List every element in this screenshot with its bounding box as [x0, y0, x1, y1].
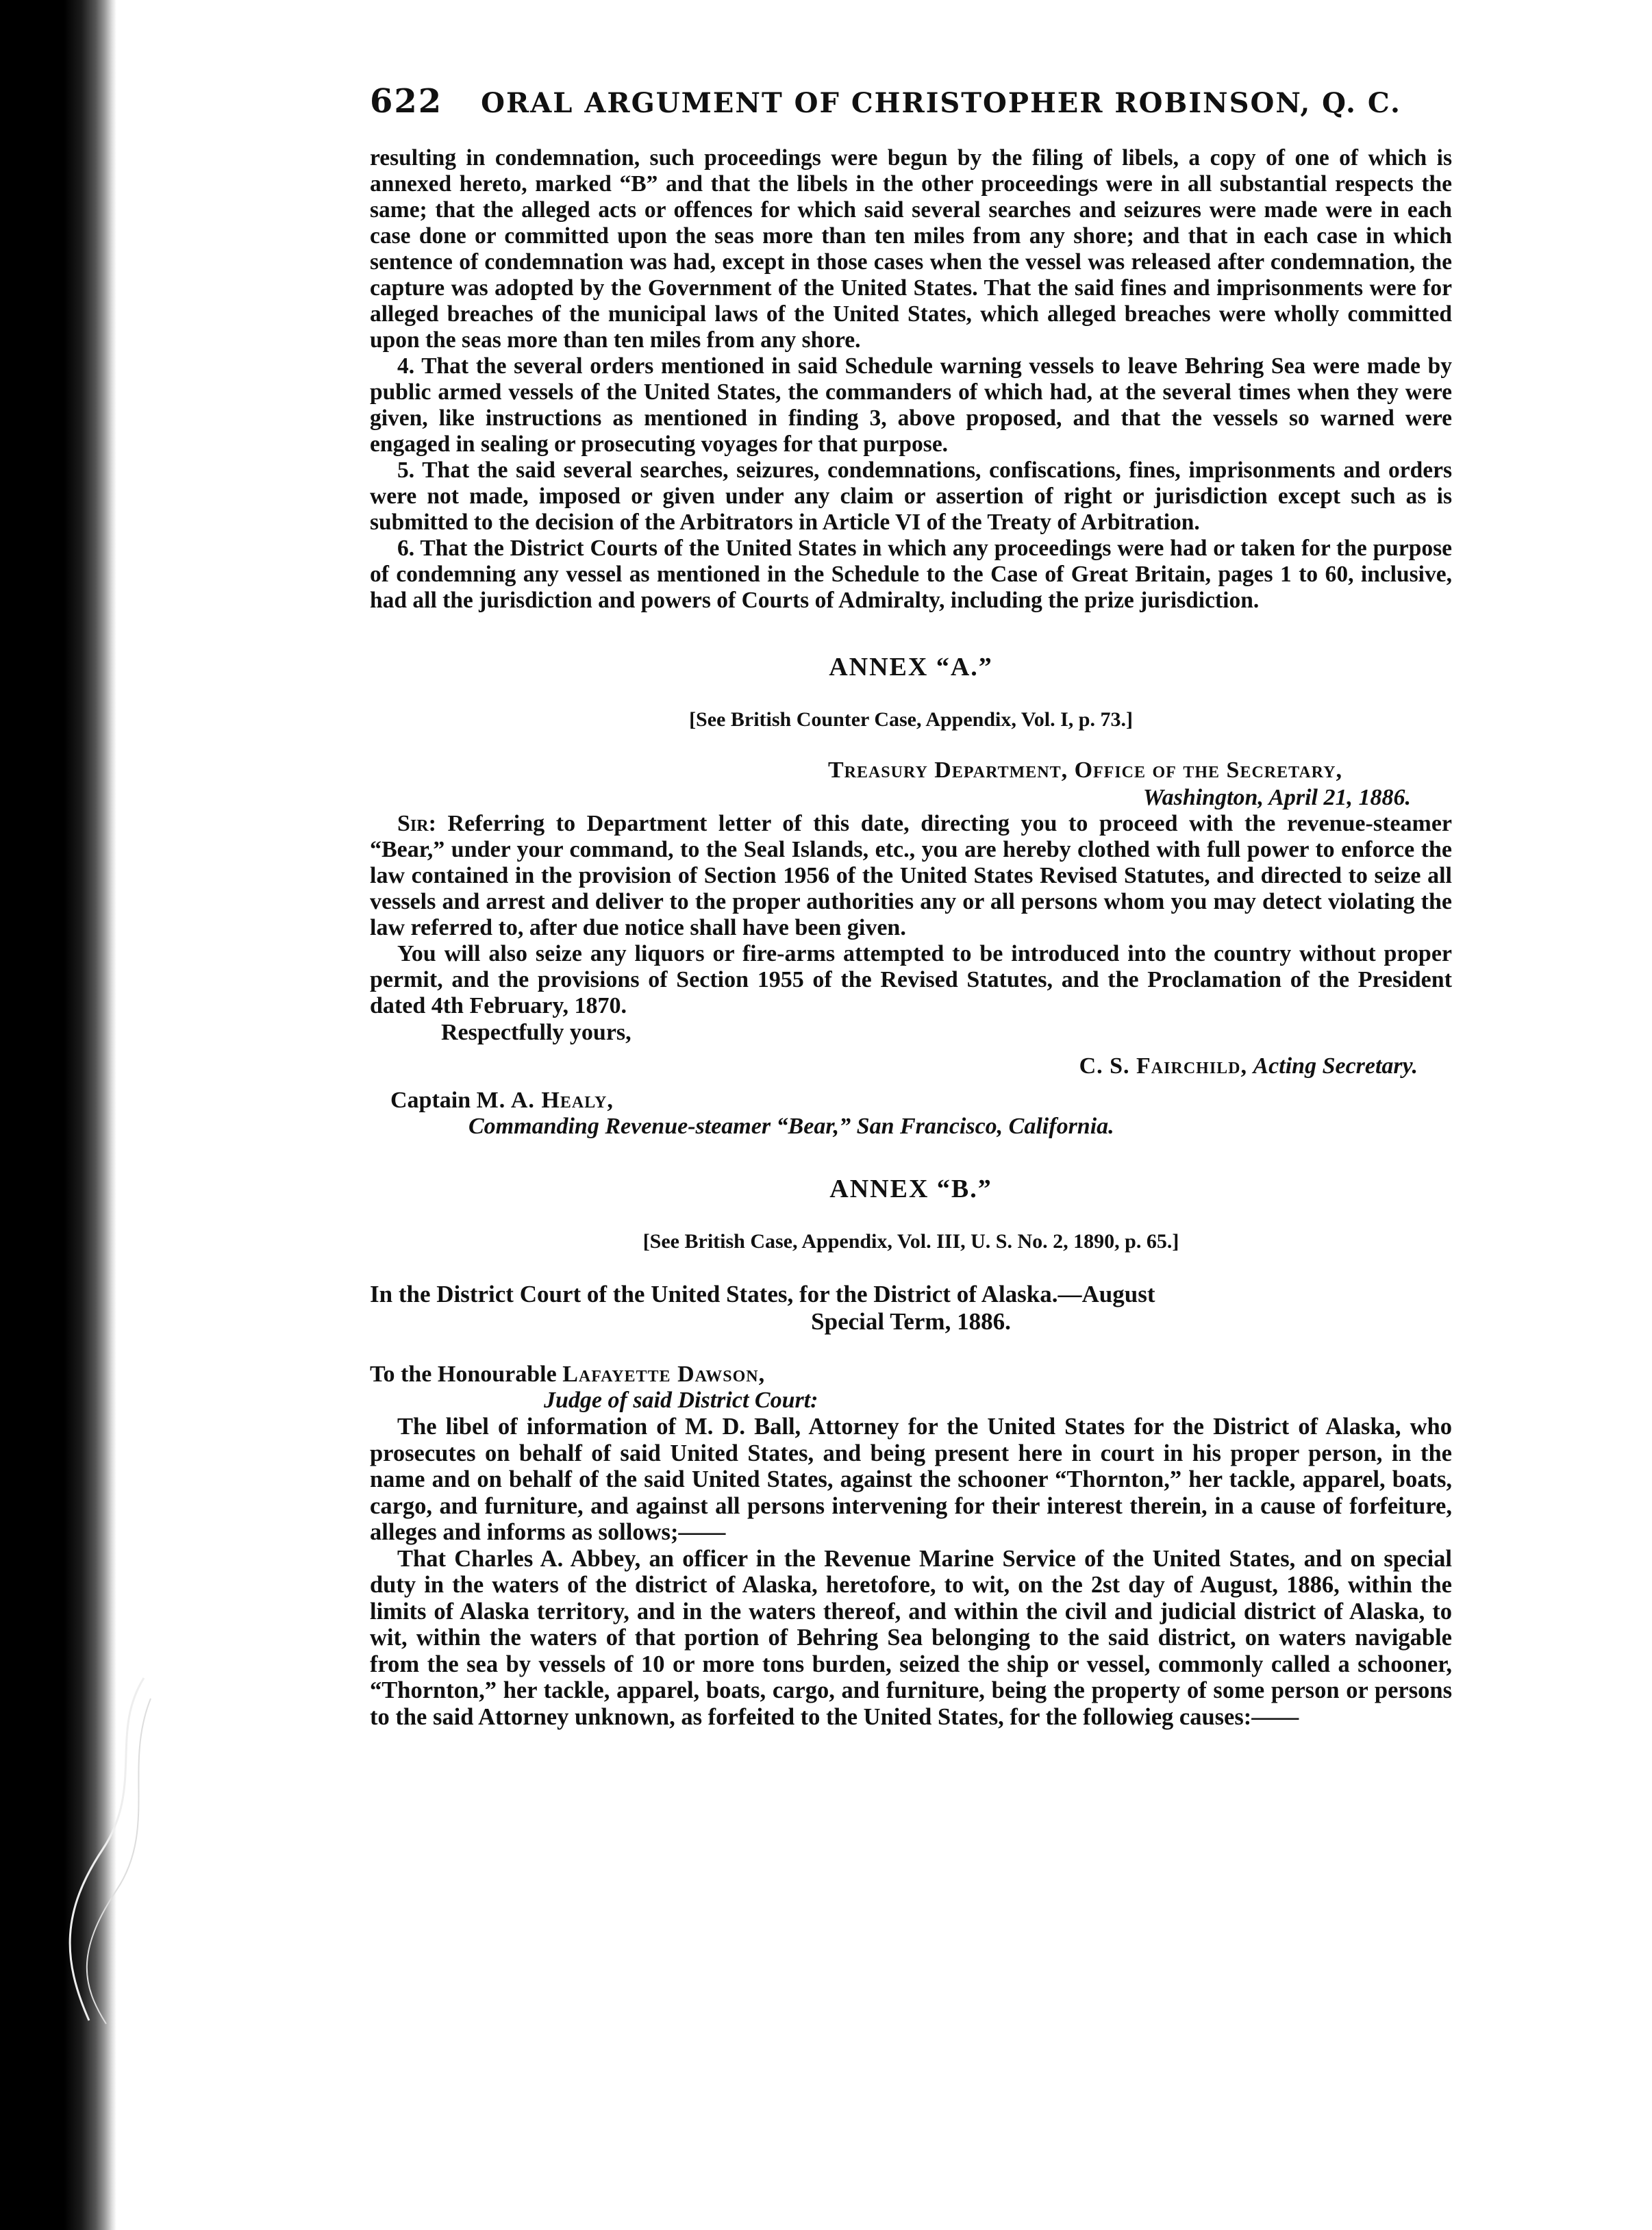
court-heading-term: Special Term, 1886. — [811, 1308, 1011, 1335]
page-header — [370, 82, 1438, 130]
running-head: ORAL ARGUMENT OF CHRISTOPHER ROBINSON, Q. C. — [481, 87, 1401, 119]
book-binding-shadow — [0, 0, 116, 2230]
letter-paragraph-1-text: Referring to Department letter of this date, directing you to proceed with the revenue-steamer “Bear,” under your command, to the Seal Islands, etc., you are hereby clothed with full power to enforce the law contained in the provision of Section 1956 of the United States Revised Statutes, and directed to seize all vessels and arrest and deliver to the proper authorities any or all persons whom you may detect violating the law referred to, after due notice shall have been given. — [370, 811, 1452, 940]
to-prefix: To the Honourable — [370, 1362, 557, 1387]
libel-paragraph-2: That Charles A. Abbey, an officer in the Revenue Marine Service of the United States, and on special duty in the waters of the district of Alaska, heretofore, to wit, on the 2st day of August, 1886, within the limits of Alaska territory, and in the waters thereof, and within the civil and judicial district of Alaska, to wit, within the waters of that portion of Behring Sea belonging to the said district, on waters navigable from the sea by vessels of 10 or more tons burden, seized the ship or vessel, commonly called a schooner, “Thornton,” her tackle, apparel, boats, cargo, and furniture, being the property of some person or persons to the said Attorney unknown, as forfeited to the United States, for the followieg causes:—— — [370, 1545, 1452, 1730]
page-number: 622 — [370, 82, 443, 121]
annex-b-title: ANNEX “B.” — [829, 1175, 992, 1203]
finding-5: 5. That the said several searches, seizures, condemnations, confiscations, fines, imprisonments and orders were not made, imposed or given under any claim or assertion of right or jurisdiction except such as is submitted to the decision of the Arbitrators in Article VI of the Treaty of Arbitration. — [370, 458, 1452, 535]
letter-paragraph-1 — [370, 811, 1452, 941]
annex-a-reference: [See British Counter Case, Appendix, Vol. I, p. 73.] — [689, 708, 1133, 731]
signer-name: C. S. Fairchild, — [1079, 1053, 1247, 1079]
finding-6: 6. That the District Courts of the United States in which any proceedings were had or taken for the purpose of condemning any vessel as mentioned in the Schedule to the Case of Great Britain, pages 1 to 60, inclusive, had all the jurisdiction and powers of Courts of Admiralty, including the prize jurisdiction. — [370, 536, 1452, 613]
letter-paragraph-2: You will also seize any liquors or fire-arms attempted to be introduced into the country without proper permit, and the provisions of Section 1955 of the Revised Statutes, and the Proclamation of the President dated 4th February, 1870. — [370, 941, 1452, 1018]
addressee-description: Commanding Revenue-steamer “Bear,” San Francisco, California. — [468, 1114, 1114, 1139]
addressee — [390, 1088, 1452, 1114]
finding-4: 4. That the several orders mentioned in said Schedule warning vessels to leave Behring Sea were made by public armed vessels of the United States, the commanders of which had, at the several times when they were given, like instructions as mentioned in finding 3, above proposed, and that the vessels so warned were engaged in sealing or prosecuting voyages for that purpose. — [370, 353, 1452, 457]
page-body — [370, 145, 1452, 1730]
addressee-prefix: Captain — [390, 1088, 471, 1113]
court-heading: In the District Court of the United States, for the District of Alaska.—August — [370, 1281, 1155, 1307]
dateline: Washington, April 21, 1886. — [1142, 785, 1411, 810]
closing: Respectfully yours, — [441, 1020, 631, 1045]
salutation: Sir: — [397, 811, 436, 836]
judge-name: Lafayette Dawson, — [562, 1362, 766, 1387]
addressee-name: M. A. Healy, — [476, 1088, 614, 1113]
libel-paragraph-1: The libel of information of M. D. Ball, Attorney for the United States for the District of Alaska, who prosecutes on behalf of said United States, and being present here in court in his proper person, in the name and on behalf of the said United States, against the schooner “Thornton,” her tackle, apparel, boats, cargo, and furniture, and against all persons intervening for their interest therein, in a cause of forfeiture, alleges and informs as sollows;—— — [370, 1414, 1452, 1545]
signature — [370, 1053, 1452, 1079]
findings-continuation: resulting in condemnation, such proceedings were begun by the filing of libels, a copy of one of which is annexed hereto, marked “B” and that the libels in the other proceedings were in all substantial respects the same; that the alleged acts or offences for which said several searches and seizures were made were in each case done or committed upon the seas more than ten miles from any shore; and that in each case in which sentence of condemnation was had, except in those cases when the vessel was released after condemnation, the capture was adopted by the Government of the United States. That the said fines and imprisonments were for alleged breaches of the municipal laws of the United States, which alleged breaches were wholly committed upon the seas more than ten miles from any shore. — [370, 145, 1452, 353]
letterhead: Treasury Department, Office of the Secretary, — [827, 757, 1342, 783]
judge-role: Judge of said District Court: — [544, 1388, 818, 1413]
annex-b-reference: [See British Case, Appendix, Vol. III, U. S. No. 2, 1890, p. 65.] — [642, 1230, 1179, 1253]
to-line — [370, 1362, 1452, 1388]
signer-title: Acting Secretary. — [1253, 1053, 1418, 1079]
annex-a-title: ANNEX “A.” — [829, 653, 993, 681]
